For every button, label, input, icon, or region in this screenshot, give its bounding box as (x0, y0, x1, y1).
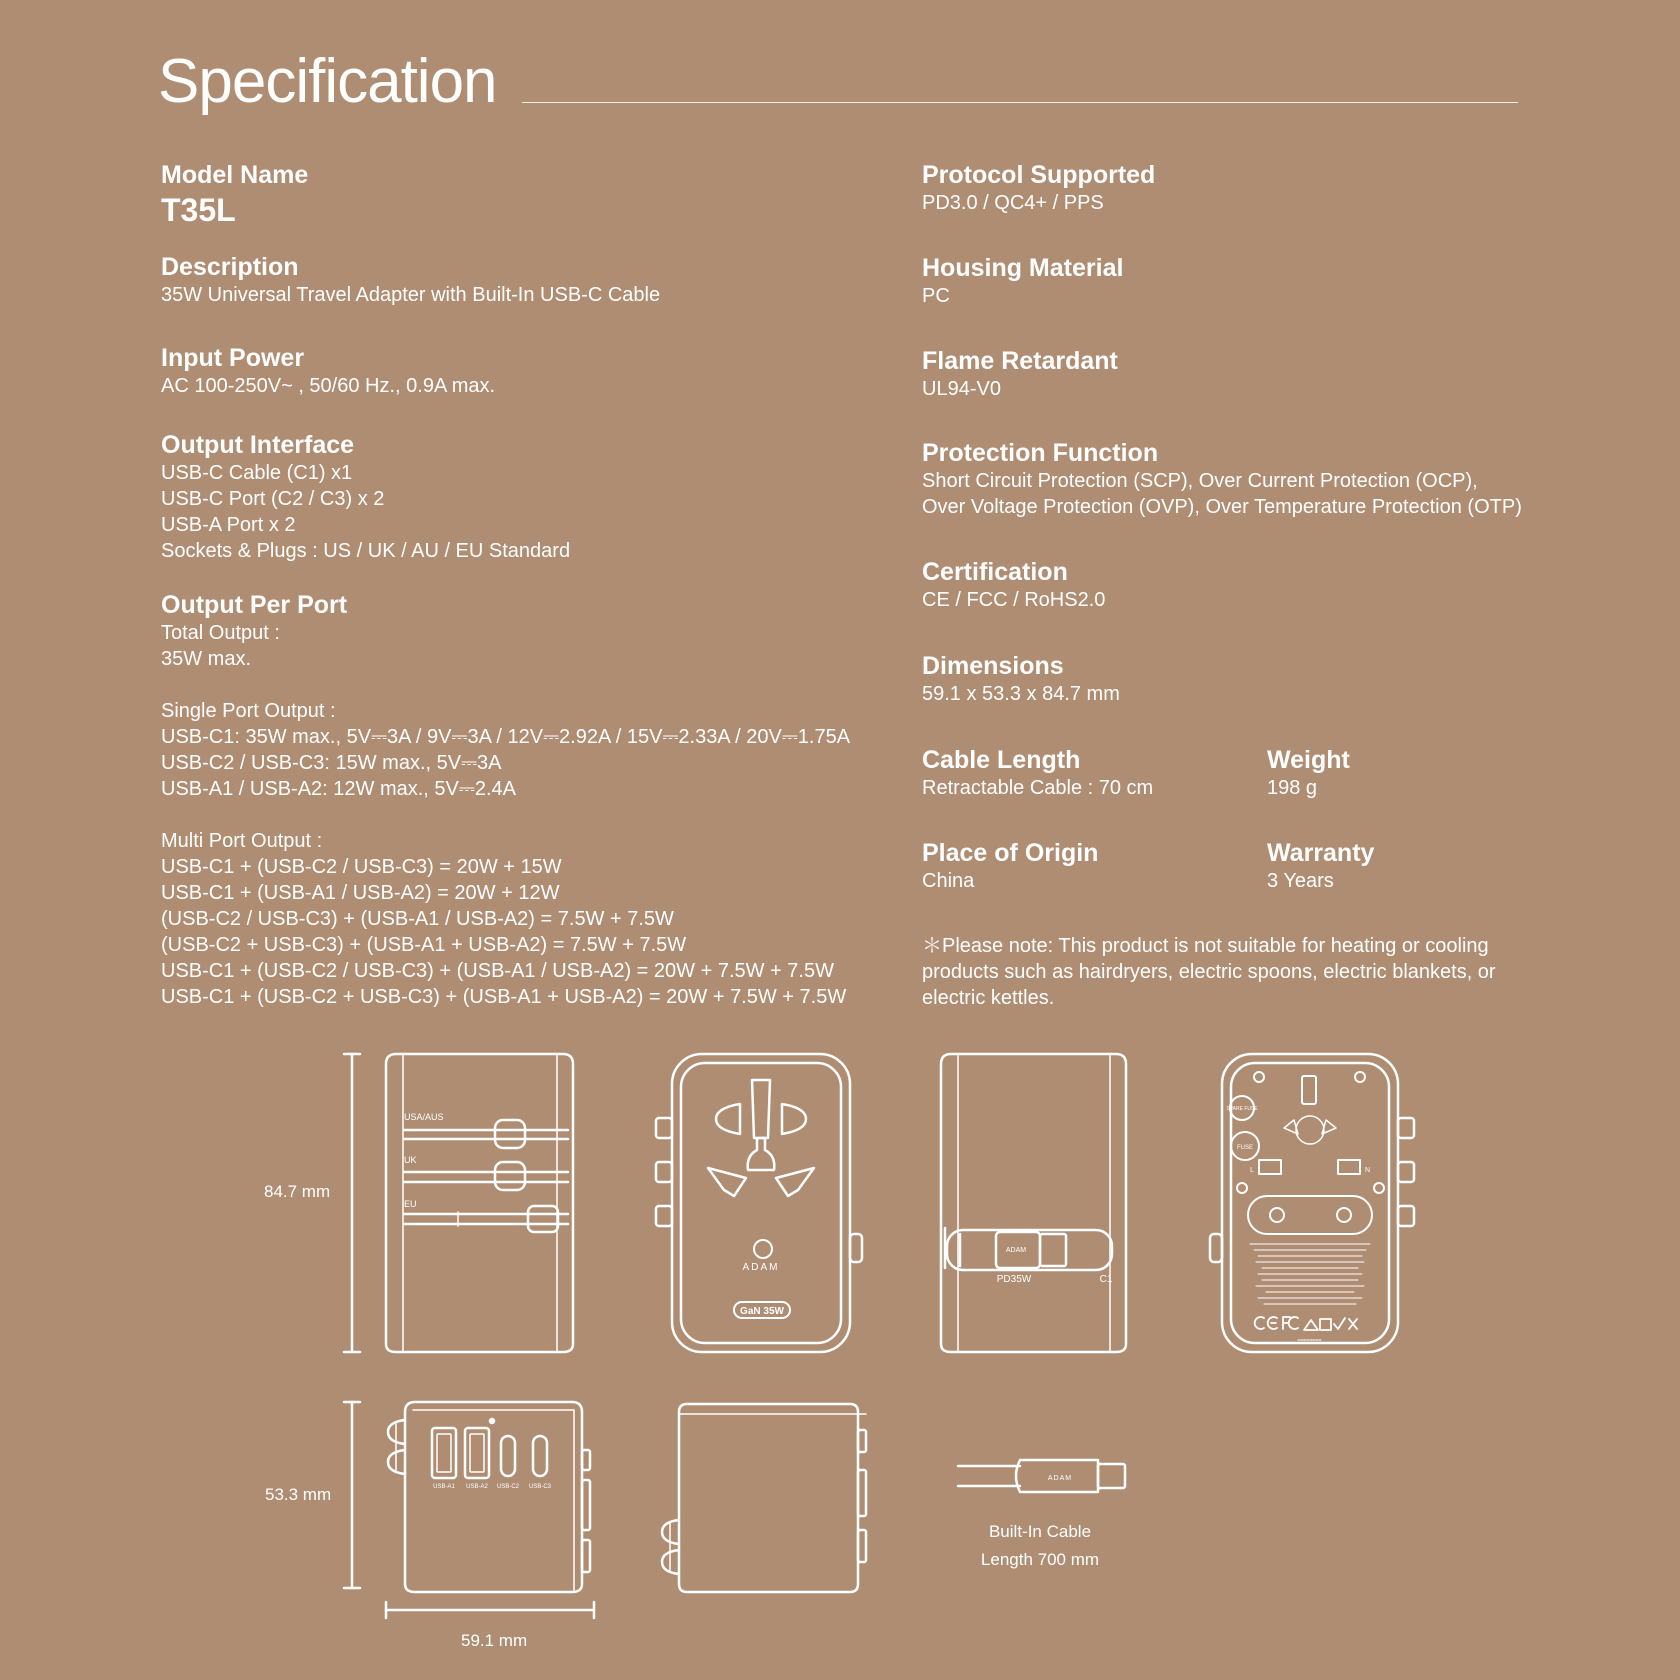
brand-logo-front: ADAM (742, 1262, 780, 1273)
protocol-label: Protocol Supported (922, 161, 1156, 189)
width-dimension-line (386, 1602, 594, 1618)
height-dimension-line (344, 1054, 360, 1352)
cable-label-line: Length 700 mm (980, 1550, 1100, 1569)
back-view (1210, 1054, 1414, 1352)
port-label-a2: USB-A2 (466, 1484, 488, 1490)
brand-logo-plug: ADAM (1047, 1475, 1073, 1482)
output-per-port-label: Output Per Port (161, 591, 348, 619)
l-label: L (1250, 1167, 1254, 1174)
port-label-a1: USB-A1 (433, 1484, 455, 1490)
origin-value: China (922, 870, 975, 892)
port-label-c2: USB-C2 (496, 1484, 520, 1490)
top-view-ports (388, 1402, 590, 1592)
port-label-c3: USB-C3 (528, 1484, 552, 1490)
total-output-line: 35W max. (161, 648, 252, 670)
side-view-sliders (386, 1054, 573, 1352)
description-label: Description (161, 253, 299, 281)
certification-marks (1255, 1317, 1357, 1330)
origin-label: Place of Origin (922, 839, 1099, 867)
dimensions-label: Dimensions (922, 652, 1064, 680)
product-note: ＊Please note: This product is not suitable for heating or cooling products such as hairdryers, electric spoons, electric blankets, or electric kettles. (922, 935, 1496, 1009)
output-interface-label: Output Interface (161, 431, 355, 459)
built-in-cable-illustration (958, 1460, 1125, 1492)
weight-value: 198 g (1267, 777, 1318, 799)
warranty-label: Warranty (1267, 839, 1375, 867)
plug-label-us: USA/AUS (404, 1112, 444, 1122)
certification-value: CE / FCC / RoHS2.0 (922, 589, 1106, 611)
built-in-cable-label (960, 1518, 1120, 1574)
gan-badge: GaN 35W (740, 1306, 784, 1317)
plug-label-uk: UK (404, 1155, 417, 1165)
height-label: 84.7 mm (264, 1182, 331, 1201)
dimensions-value: 59.1 x 53.3 x 84.7 mm (922, 683, 1120, 705)
model-value: T35L (161, 192, 236, 228)
multi-output-line: USB-C1 + (USB-C2 / USB-C3) = 20W + 15W (161, 856, 562, 878)
multi-output-line: USB-C1 + (USB-C2 + USB-C3) + (USB-A1 + USB-A2) = 20W + 7.5W + 7.5W (161, 986, 847, 1008)
plug-label-eu: EU (404, 1199, 417, 1209)
single-output-line: Single Port Output : (161, 700, 336, 722)
total-output-line: Total Output : (161, 622, 280, 644)
housing-label: Housing Material (922, 254, 1124, 282)
cable-tag: PD35W (996, 1274, 1032, 1285)
certification-label: Certification (922, 558, 1068, 586)
multi-output-line: USB-C1 + (USB-A1 / USB-A2) = 20W + 12W (161, 882, 560, 904)
cable-label-line: Built-In Cable (988, 1522, 1092, 1541)
housing-value: PC (922, 285, 950, 307)
output-interface-line: USB-C Port (C2 / C3) x 2 (161, 488, 385, 510)
fuse-label: FUSE (1236, 1145, 1254, 1151)
page-title: Specification (158, 47, 497, 116)
spare-fuse-label: SPARE FUSE (1226, 1106, 1258, 1112)
model-label: Model Name (161, 161, 309, 189)
output-interface-line: USB-A Port x 2 (161, 514, 296, 536)
multi-output-line: (USB-C2 / USB-C3) + (USB-A1 / USB-A2) = 7.5W + 7.5W (161, 908, 674, 930)
input-power-value: AC 100-250V~ , 50/60 Hz., 0.9A max. (161, 375, 496, 397)
flame-value: UL94-V0 (922, 378, 1001, 400)
front-view-socket (656, 1054, 862, 1352)
bottom-view (662, 1404, 866, 1592)
cable-length-label: Cable Length (922, 746, 1081, 774)
multi-output-line: (USB-C2 + USB-C3) + (USB-A1 + USB-A2) = 7.5W + 7.5W (161, 934, 687, 956)
flame-label: Flame Retardant (922, 347, 1118, 375)
depth-label: 53.3 mm (265, 1485, 332, 1504)
width-label: 59.1 mm (461, 1631, 528, 1650)
weight-label: Weight (1267, 746, 1350, 774)
depth-dimension-line (344, 1402, 360, 1588)
protection-line: Short Circuit Protection (SCP), Over Current Protection (OCP), (922, 470, 1478, 492)
brand-logo-cable: ADAM (1005, 1247, 1027, 1254)
protection-line: Over Voltage Protection (OVP), Over Temperature Protection (OTP) (922, 496, 1522, 518)
protection-label: Protection Function (922, 439, 1159, 467)
protocol-value: PD3.0 / QC4+ / PPS (922, 192, 1104, 214)
output-interface-line: USB-C Cable (C1) x1 (161, 462, 353, 484)
single-output-line: USB-C1: 35W max., 5V⎓3A / 9V⎓3A / 12V⎓2.92A / 15V⎓2.33A / 20V⎓1.75A (161, 726, 851, 748)
back-fine-print (1250, 1244, 1370, 1304)
multi-output-line: USB-C1 + (USB-C2 / USB-C3) + (USB-A1 / USB-A2) = 20W + 7.5W + 7.5W (161, 960, 834, 982)
single-output-line: USB-C2 / USB-C3: 15W max., 5V⎓3A (161, 752, 502, 774)
output-interface-line: Sockets & Plugs : US / UK / AU / EU Standard (161, 540, 571, 562)
n-label: N (1365, 1167, 1371, 1174)
multi-output-line: Multi Port Output : (161, 830, 323, 852)
single-output-line: USB-A1 / USB-A2: 12W max., 5V⎓2.4A (161, 778, 516, 800)
warranty-value: 3 Years (1267, 870, 1334, 892)
c1-tag: C1 (1099, 1274, 1113, 1285)
description-value: 35W Universal Travel Adapter with Built-In USB-C Cable (161, 284, 661, 306)
side-view-cable (941, 1054, 1126, 1352)
cable-length-value: Retractable Cable : 70 cm (922, 777, 1154, 799)
input-power-label: Input Power (161, 344, 305, 372)
